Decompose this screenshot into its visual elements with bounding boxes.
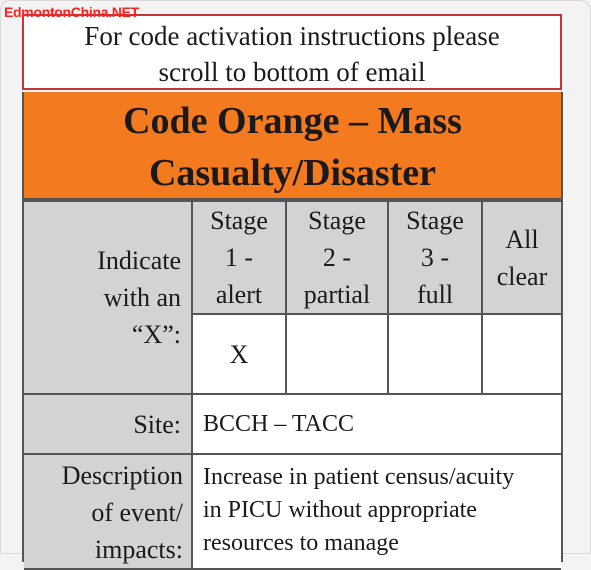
indicate-line-3: “X”:: [131, 320, 181, 349]
site-value-cell: [192, 394, 561, 454]
stage-2-word: Stage: [308, 206, 366, 235]
watermark-logo: EdmontonChina.NET: [4, 4, 139, 20]
notice-line-1: For code activation instructions please: [84, 21, 500, 51]
description-label-line-1: Description: [61, 461, 183, 490]
stage-2-header: [286, 201, 388, 314]
description-line-1: Increase in patient census/acuity: [203, 464, 515, 490]
stage-3-word: Stage: [406, 206, 464, 235]
stage-2-mark-cell: [286, 314, 388, 394]
banner-title-line-2: Casualty/Disaster: [148, 152, 437, 194]
stage-3-mark-cell: [388, 314, 482, 394]
site-label-cell: [24, 394, 192, 454]
stage-3-level: full: [416, 280, 454, 309]
stage-2-level: partial: [303, 280, 371, 309]
banner-title-line-1: Code Orange – Mass: [123, 100, 462, 142]
stage-1-word: Stage: [210, 206, 268, 235]
all-clear-word-2: clear: [496, 261, 548, 291]
all-clear-header: [482, 201, 561, 314]
description-value-cell: [192, 454, 561, 569]
stage-1-number: 1 -: [224, 243, 254, 272]
description-line-2: in PICU without appropriate: [203, 497, 477, 523]
stage-table: [24, 200, 561, 570]
stage-1-header: [192, 201, 286, 314]
code-orange-form: [22, 92, 563, 562]
stage-1-mark-cell: [192, 314, 286, 394]
description-line-3: resources to manage: [203, 530, 399, 556]
stage-1-mark: X: [229, 339, 249, 369]
notice-line-2: scroll to bottom of email: [158, 57, 426, 87]
description-label-line-3: impacts:: [94, 535, 183, 564]
site-value: BCCH – TACC: [203, 410, 355, 437]
all-clear-mark-cell: [482, 314, 561, 394]
stage-2-number: 2 -: [322, 243, 352, 272]
site-label: Site:: [133, 409, 181, 439]
indicate-label-cell: [24, 201, 192, 394]
indicate-line-2: with an: [103, 283, 181, 312]
activation-notice-box: [22, 14, 562, 90]
description-label-line-2: of event/: [91, 498, 183, 527]
stage-3-header: [388, 201, 482, 314]
indicate-line-1: Indicate: [97, 246, 181, 275]
all-clear-word-1: All: [505, 224, 539, 254]
stage-3-number: 3 -: [420, 243, 450, 272]
description-label-cell: [24, 454, 192, 569]
stage-1-level: alert: [215, 280, 263, 309]
code-orange-banner: [24, 92, 561, 200]
